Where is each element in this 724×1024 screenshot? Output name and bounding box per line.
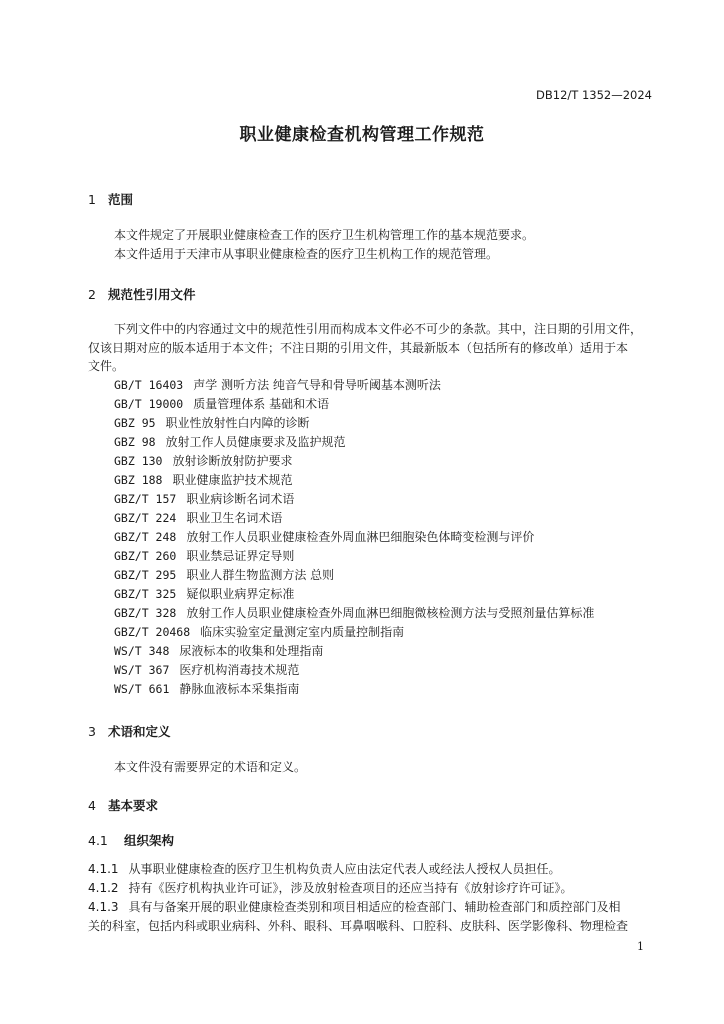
reference-title: 质量管理体系 基础和术语 [193, 397, 330, 411]
clause-4-1-3-continued: 关的科室，包括内科或职业病科、外科、眼科、耳鼻咽喉科、口腔科、皮肤科、医学影像科、物理检查 [88, 919, 629, 933]
reference-code: WS/T 661 [114, 682, 170, 696]
section-1-para-2: 本文件适用于天津市从事职业健康检查的医疗卫生机构工作的规范管理。 [114, 247, 499, 261]
section-1-para-1: 本文件规定了开展职业健康检查工作的医疗卫生机构管理工作的基本规范要求。 [114, 228, 535, 242]
normative-references-list [114, 376, 594, 699]
section-title: 范围 [108, 192, 134, 207]
reference-title: 放射工作人员职业健康检查外周血淋巴细胞微核检测方法与受照剂量估算标准 [186, 606, 595, 620]
reference-item [114, 547, 594, 566]
reference-title: 职业禁忌证界定导则 [186, 549, 295, 563]
document-title: 职业健康检查机构管理工作规范 [239, 125, 485, 145]
reference-item [114, 395, 594, 414]
reference-title: 医疗机构消毒技术规范 [179, 663, 300, 677]
reference-item [114, 604, 594, 623]
reference-code: GBZ 95 [114, 416, 156, 430]
subsection-4-1-heading [88, 831, 174, 849]
clause-4-1-3 [88, 898, 621, 917]
section-title: 术语和定义 [108, 724, 171, 739]
reference-title: 疑似职业病界定标准 [186, 587, 295, 601]
reference-item [114, 414, 594, 433]
section-3-heading [88, 722, 171, 740]
clause-text: 从事职业健康检查的医疗卫生机构负责人应由法定代表人或经法人授权人员担任。 [128, 862, 561, 876]
reference-code: GBZ/T 248 [114, 530, 177, 544]
reference-item [114, 471, 594, 490]
reference-item [114, 661, 594, 680]
section-1-heading [88, 190, 133, 208]
section-number: 1 [88, 192, 96, 207]
reference-code: GB/T 19000 [114, 397, 184, 411]
reference-item [114, 376, 594, 395]
reference-code: GBZ 98 [114, 435, 156, 449]
clause-text: 具有与备案开展的职业健康检查类别和项目相适应的检查部门、辅助检查部门和质控部门及相 [128, 900, 621, 914]
reference-code: GBZ 130 [114, 454, 163, 468]
section-number: 2 [88, 287, 96, 302]
reference-item [114, 452, 594, 471]
reference-title: 放射工作人员健康要求及监护规范 [165, 435, 346, 449]
reference-item [114, 623, 594, 642]
reference-title: 尿液标本的收集和处理指南 [179, 644, 324, 658]
document-code: DB12/T 1352—2024 [536, 88, 652, 102]
subsection-title: 组织架构 [124, 833, 175, 848]
reference-title: 职业人群生物监测方法 总则 [186, 568, 335, 582]
reference-code: GBZ/T 224 [114, 511, 177, 525]
reference-title: 声学 测听方法 纯音气导和骨导听阈基本测听法 [193, 378, 441, 392]
reference-item [114, 509, 594, 528]
reference-title: 职业性放射性白内障的诊断 [165, 416, 310, 430]
reference-code: GB/T 16403 [114, 378, 184, 392]
section-title: 规范性引用文件 [108, 287, 196, 302]
clause-number: 4.1.2 [88, 881, 119, 895]
reference-code: GBZ/T 325 [114, 587, 177, 601]
clause-4-1-1 [88, 860, 561, 879]
reference-title: 职业病诊断名词术语 [186, 492, 295, 506]
reference-item [114, 490, 594, 509]
reference-code: GBZ/T 20468 [114, 625, 191, 639]
reference-title: 职业卫生名词术语 [186, 511, 283, 525]
reference-code: GBZ/T 295 [114, 568, 177, 582]
reference-code: WS/T 367 [114, 663, 170, 677]
clause-number: 4.1.3 [88, 900, 119, 914]
clause-number: 4.1.1 [88, 862, 119, 876]
reference-code: WS/T 348 [114, 644, 170, 658]
section-2-heading [88, 285, 196, 303]
reference-item [114, 585, 594, 604]
reference-code: GBZ/T 328 [114, 606, 177, 620]
section-number: 3 [88, 724, 96, 739]
reference-title: 静脉血液标本采集指南 [179, 682, 300, 696]
section-4-heading [88, 796, 158, 814]
reference-item [114, 680, 594, 699]
reference-title: 职业健康监护技术规范 [172, 473, 293, 487]
clause-4-1-2 [88, 879, 573, 898]
section-2-intro-line-2: 仅该日期对应的版本适用于本文件；不注日期的引用文件，其最新版本（包括所有的修改单）适用于本 [88, 341, 629, 355]
reference-item [114, 566, 594, 585]
reference-code: GBZ 188 [114, 473, 163, 487]
reference-title: 放射工作人员职业健康检查外周血淋巴细胞染色体畸变检测与评价 [186, 530, 535, 544]
section-2-intro-line-1: 下列文件中的内容通过文中的规范性引用而构成本文件必不可少的条款。其中，注日期的引用文件， [114, 322, 643, 336]
subsection-number: 4.1 [88, 833, 108, 848]
reference-code: GBZ/T 157 [114, 492, 177, 506]
section-title: 基本要求 [108, 798, 159, 813]
reference-title: 临床实验室定量测定室内质量控制指南 [200, 625, 405, 639]
reference-item [114, 433, 594, 452]
reference-item [114, 642, 594, 661]
section-2-intro-line-3: 文件。 [88, 359, 125, 373]
page-number: 1 [637, 940, 644, 953]
reference-title: 放射诊断放射防护要求 [172, 454, 293, 468]
reference-item [114, 528, 594, 547]
clause-text: 持有《医疗机构执业许可证》，涉及放射检查项目的还应当持有《放射诊疗许可证》。 [128, 881, 573, 895]
section-number: 4 [88, 798, 96, 813]
reference-code: GBZ/T 260 [114, 549, 177, 563]
section-3-para: 本文件没有需要界定的术语和定义。 [114, 760, 307, 774]
